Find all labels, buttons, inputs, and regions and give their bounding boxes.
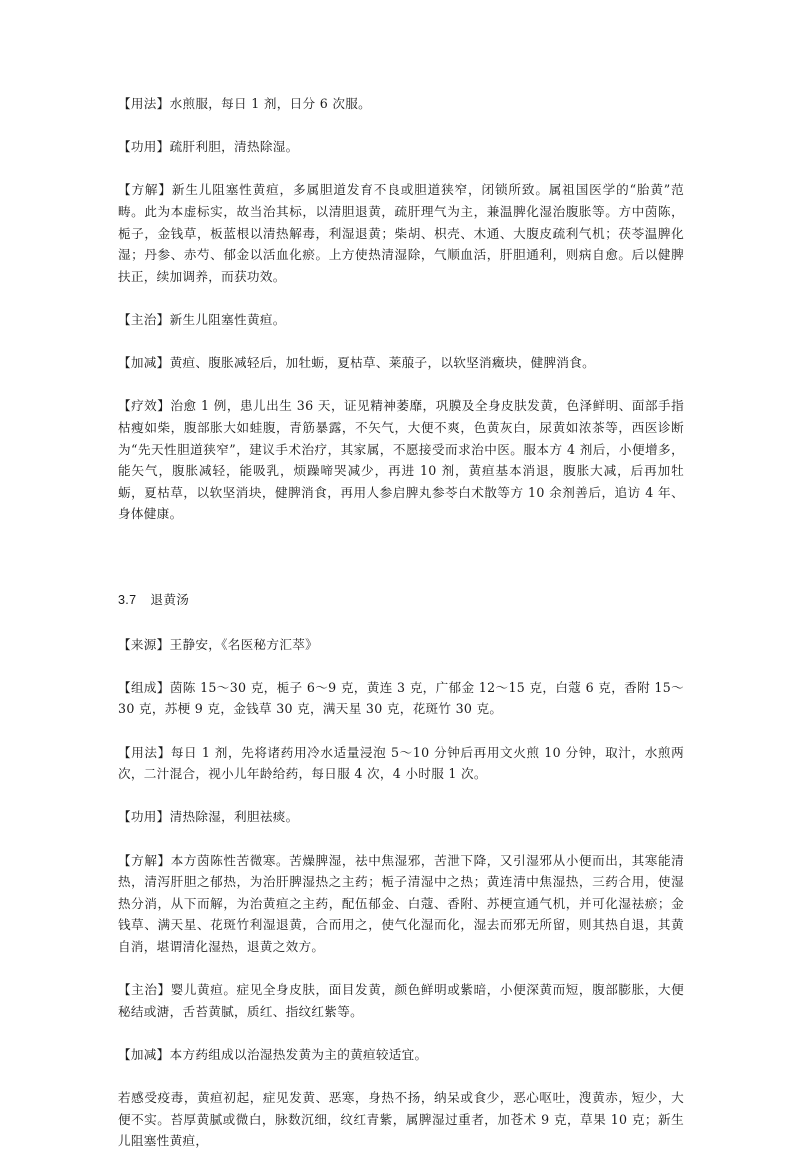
paragraph-text: 每日 1 剂，先将诸药用冷水适量浸泡 5～10 分钟后再用文火煎 10 分钟，取汁，水煎两次，二汁混合，视小儿年龄给药，每日服 4 次，4 小时服 1 次。	[118, 744, 685, 782]
paragraph-modification	[118, 352, 684, 374]
paragraph-indication	[118, 309, 684, 331]
section-tag: 【组成】	[118, 679, 170, 695]
paragraph-usage	[118, 93, 684, 115]
paragraph-text: 若感受疫毒，黄疸初起，症见发黄、恶寒，身热不扬，纳呆或食少，恶心呕吐，溲黄赤，短少，大便不实。苔厚黄腻或微白，脉数沉细，纹红青紫，属脾湿过重者，加苍术 9 克，草果 10 克；新生儿阻塞性黄疸，	[118, 1090, 684, 1149]
section-tag: 【用法】	[118, 96, 170, 111]
section-tag: 【方解】	[118, 182, 172, 198]
paragraph-text: 疏肝利胆，清热除湿。	[169, 139, 299, 155]
paragraph-text: 本方药组成以治湿热发黄为主的黄疸较适宜。	[169, 1046, 428, 1062]
paragraph-composition	[118, 677, 684, 720]
paragraph-text: 治愈 1 例，患儿出生 36 天，证见精神萎靡，巩膜及全身皮肤发黄，色泽鲜明、面部手指枯瘦如柴，腹部胀大如蛙腹，青筋暴露，不矢气，大便不爽，色黄灰白，尿黄如浓茶等，西医诊断为“先天性胆道狭窄”，建议手术治疗，其家属，不愿接受而求治中医。服本方 4 剂后，小便增多，能矢气，腹胀减轻，能吸乳，烦躁啼哭减少，再进 10 剂，黄疸基本消退，腹胀大减，后再加牡蛎，夏枯草，以软坚消块，健脾消食，再用人参启脾丸参苓白术散等方 10 余剂善后，追访 4 年、身体健康。	[118, 398, 684, 522]
section-spacer	[118, 546, 684, 589]
paragraph-explanation	[118, 850, 684, 958]
paragraph-text: 新生儿阻塞性黄疸，多属胆道发育不良或胆道狭窄，闭锁所致。属祖国医学的“胎黄”范畴。此为本虚标实，故当治其标，以清胆退黄，疏肝理气为主，兼温脾化湿治腹胀等。方中茵陈，栀子，金钱草，板蓝根以清热解毒，利湿退黄；柴胡、枳壳、木通、大腹皮疏利气机；茯苓温脾化湿；丹参、赤芍、郁金以活血化瘀。上方使热清湿除，气顺血活，肝胆通利，则病自愈。后以健脾扶正，续加调养，而获功效。	[118, 182, 685, 284]
paragraph-text: 清热除湿，利胆祛痰。	[169, 809, 299, 825]
section-tag: 【用法】	[118, 744, 171, 760]
paragraph-efficacy	[118, 395, 684, 525]
paragraph-text: 本方茵陈性苦微寒。苦燥脾湿，祛中焦湿邪，苦泄下降，又引湿邪从小便而出，其寒能清热，清泻肝胆之郁热，为治肝脾湿热之主药；栀子清湿中之热；黄连清中焦湿热，三药合用，使湿热分消，从下而解，为治黄疸之主药，配伍郁金、白蔻、香附、苏梗宣通气机，并可化湿祛瘀；金钱草、满天星、花斑竹利湿退黄，合而用之，使气化湿而化，湿去而邪无所留，则其热自退，其黄自消，堪谓清化湿热，退黄之效方。	[118, 852, 685, 954]
section-tag: 【功用】	[118, 809, 170, 825]
section-tag: 【加减】	[118, 1046, 170, 1062]
section-tag: 【来源】	[118, 636, 170, 652]
section-3-7	[118, 589, 684, 1151]
paragraph-function	[118, 136, 684, 158]
paragraph-modification-continued	[118, 1087, 684, 1152]
section-tag: 【主治】	[118, 982, 171, 998]
paragraph-usage	[118, 742, 684, 785]
section-tag: 【加减】	[118, 355, 170, 371]
paragraph-text: 新生儿阻塞性黄疸。	[169, 311, 286, 327]
paragraph-function	[118, 806, 684, 828]
section-tag: 【主治】	[118, 311, 170, 327]
document-page	[118, 93, 684, 1174]
paragraph-indication	[118, 979, 684, 1022]
paragraph-text: 王静安，《名医秘方汇萃》	[169, 636, 319, 652]
paragraph-modification	[118, 1044, 684, 1066]
section-tag: 【功用】	[118, 139, 170, 155]
section-tag: 【疗效】	[118, 398, 171, 414]
section-number: 3.7	[118, 593, 137, 608]
paragraph-text: 婴儿黄疸。症见全身皮肤，面目发黄，颜色鲜明或紫暗，小便深黄而短，腹部膨胀，大便秘结或溏，舌苔黄腻，质红、指纹红紫等。	[118, 982, 685, 1019]
paragraph-text: 黄疸、腹胀减轻后，加牡蛎，夏枯草、莱菔子，以软坚消癥块，健脾消食。	[169, 355, 596, 371]
paragraph-source	[118, 634, 684, 656]
section-heading	[118, 589, 684, 612]
previous-formula-section	[118, 93, 684, 525]
paragraph-explanation	[118, 179, 684, 287]
paragraph-text: 茵陈 15～30 克，栀子 6～9 克，黄连 3 克，广郁金 12～15 克，白蔻 6 克，香附 15～30 克，苏梗 9 克，金钱草 30 克，满天星 30 克，花斑竹 30 克。	[118, 679, 685, 717]
paragraph-text: 水煎服，每日 1 剂，日分 6 次服。	[169, 96, 372, 111]
section-title: 退黄汤	[150, 592, 190, 608]
section-tag: 【方解】	[118, 852, 171, 868]
